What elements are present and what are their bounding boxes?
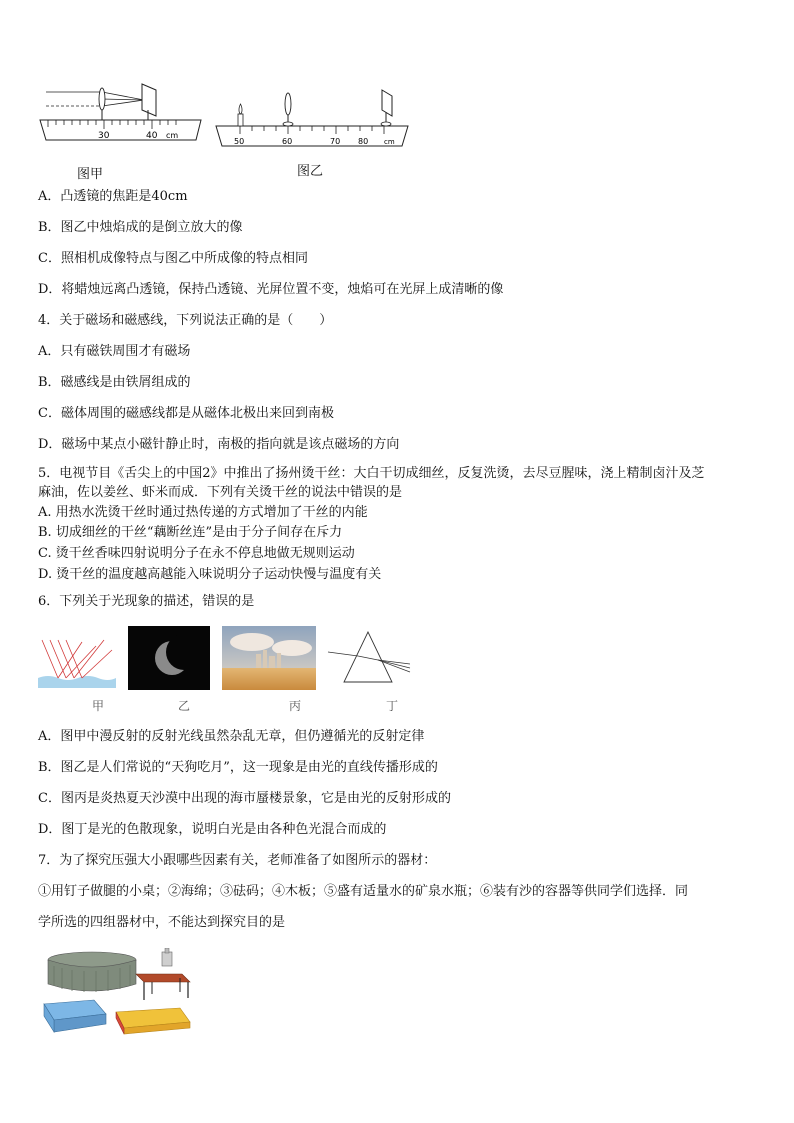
q3-option-d: D．将蜡烛远离凸透镜，保持凸透镜、光屏位置不变，烛焰可在光屏上成清晰的像 [38, 282, 504, 297]
ruler-b-tick-70: 70 [330, 137, 341, 146]
ruler-a-tick-30: 30 [98, 131, 110, 141]
q7-stem: 7．为了探究压强大小跟哪些因素有关，老师准备了如图所示的器材： [38, 853, 437, 868]
pressure-equipment-image [40, 948, 195, 1038]
ruler-b-tick-60: 60 [282, 137, 293, 146]
q4-option-a: A．只有磁铁周围才有磁场 [38, 344, 191, 359]
ruler-b-unit: cm [384, 138, 395, 146]
q6-option-a: A．图甲中漫反射的反射光线虽然杂乱无章，但仍遵循光的反射定律 [38, 729, 425, 744]
q5-option-a: A. 用热水洗烫干丝时通过热传递的方式增加了干丝的内能 [38, 505, 368, 520]
q6-option-c: C．图丙是炎热夏天沙漠中出现的海市蜃楼景象，它是由光的反射形成的 [38, 791, 451, 806]
q6-caption-jia: 甲 [92, 699, 105, 713]
figure-caption-a: 图甲 [77, 167, 104, 182]
q3-option-a: A．凸透镜的焦距是40cm [38, 189, 188, 204]
ruler-b-tick-80: 80 [358, 137, 369, 146]
q5-option-c: C. 烫干丝香味四射说明分子在永不停息地做无规则运动 [38, 546, 355, 561]
q4-option-c: C．磁体周围的磁感线都是从磁体北极出来回到南极 [38, 406, 334, 421]
q5-stem-line-1: 5．电视节目《舌尖上的中国2》中推出了扬州烫干丝：大白干切成细丝，反复洗烫，去尽豆腥味，浇上精制卤汁及芝 [38, 466, 705, 481]
q4-option-b: B．磁感线是由铁屑组成的 [38, 375, 191, 390]
q7-line-2: ①用钉子做腿的小桌；②海绵；③砝码；④木板；⑤盛有适量水的矿泉水瓶；⑥装有沙的容器等供同学们选择．同 [38, 884, 689, 899]
ruler-b-tick-50: 50 [234, 137, 245, 146]
lunar-eclipse-image [128, 626, 210, 690]
lens-ruler-figure-b [212, 86, 412, 152]
q6-caption-yi: 乙 [178, 699, 191, 713]
q6-option-d: D．图丁是光的色散现象，说明白光是由各种色光混合而成的 [38, 822, 387, 837]
ruler-a-tick-40: 40 [146, 131, 158, 141]
q5-option-d: D. 烫干丝的温度越高越能入味说明分子运动快慢与温度有关 [38, 567, 382, 582]
q4-option-d: D．磁场中某点小磁针静止时，南极的指向就是该点磁场的方向 [38, 437, 400, 452]
q5-option-b: B. 切成细丝的干丝“藕断丝连”是由于分子间存在斥力 [38, 525, 343, 540]
q3-option-c: C．照相机成像特点与图乙中所成像的特点相同 [38, 251, 308, 266]
diffuse-reflection-image [38, 636, 116, 688]
q4-stem: 4．关于磁场和磁感线，下列说法正确的是（ ） [38, 313, 333, 328]
q5-stem-line-2: 麻油，佐以姜丝、虾米而成．下列有关烫干丝的说法中错误的是 [38, 485, 403, 500]
q6-caption-ding: 丁 [386, 699, 399, 713]
q6-option-b: B．图乙是人们常说的“天狗吃月”，这一现象是由光的直线传播形成的 [38, 760, 438, 775]
desert-mirage-image [222, 626, 316, 690]
figure-caption-b: 图乙 [297, 164, 324, 179]
q6-stem: 6．下列关于光现象的描述，错误的是 [38, 594, 255, 609]
q7-line-3: 学所选的四组器材中，不能达到探究目的是 [38, 915, 286, 930]
q3-option-b: B．图乙中烛焰成的是倒立放大的像 [38, 220, 243, 235]
ruler-a-unit: cm [166, 131, 179, 140]
prism-dispersion-image [324, 626, 414, 690]
q6-caption-bing: 丙 [289, 699, 302, 713]
lens-ruler-figure-a [36, 78, 206, 148]
